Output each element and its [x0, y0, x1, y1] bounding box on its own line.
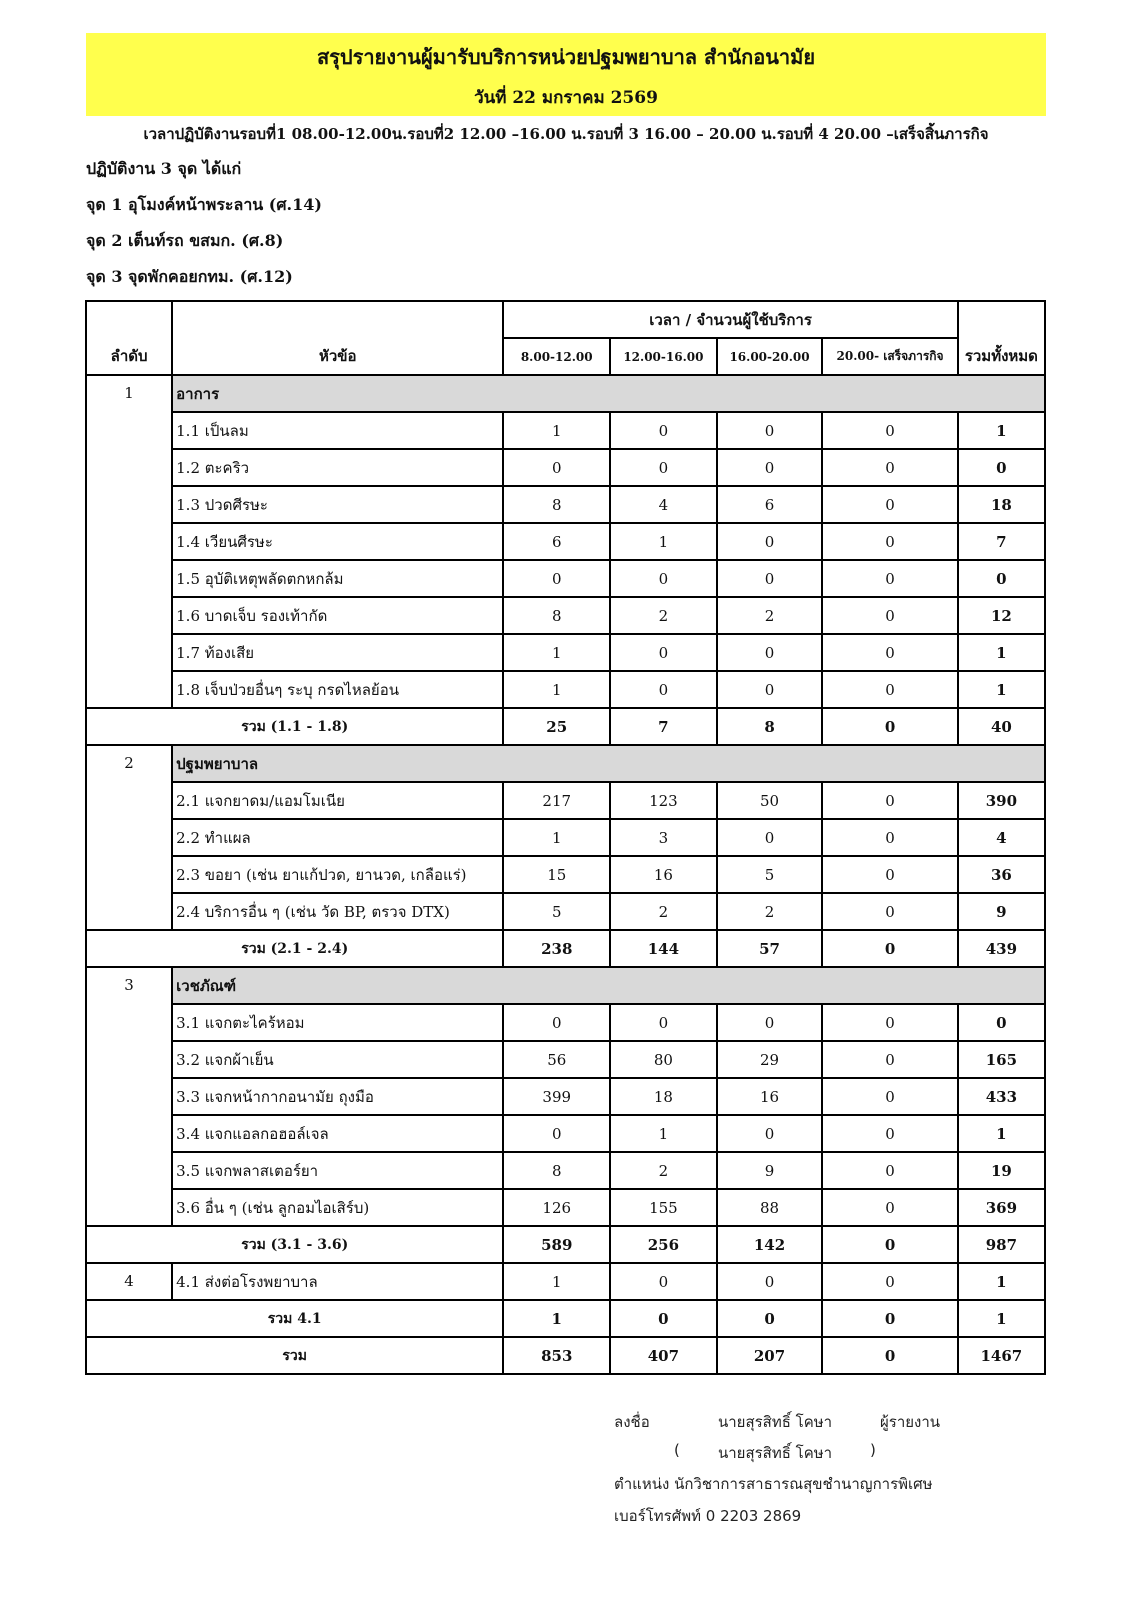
time-count-cell: 0	[822, 1152, 957, 1189]
time-count-cell: 8	[503, 1152, 610, 1189]
table-row	[86, 1152, 1045, 1189]
time-count-cell: 16	[717, 1078, 823, 1115]
time-count-cell: 1	[503, 634, 610, 671]
subtotal-cell: 0	[717, 1300, 823, 1337]
point-2: จุด 2 เต็นท์รถ ขสมก. (ศ.8)	[86, 231, 284, 250]
time-count-cell: 5	[717, 856, 823, 893]
grand-total-label: รวม	[86, 1337, 503, 1374]
section-header-row	[86, 375, 1045, 412]
item-label: 1.5 อุบัติเหตุพลัดตกหกล้ม	[172, 560, 503, 597]
item-label: 1.4 เวียนศีรษะ	[172, 523, 503, 560]
reporter-role: ผู้รายงาน	[880, 1413, 941, 1431]
time-count-cell: 0	[610, 449, 717, 486]
table-row	[86, 486, 1045, 523]
item-label: 2.3 ขอยา (เช่น ยาแก้ปวด, ยานวด, เกลือแร่)	[172, 856, 503, 893]
shift-times: เวลาปฏิบัติงานรอบที่1 08.00-12.00น.รอบที่2 12.00 –16.00 น.รอบที่ 3 16.00 – 20.00 น.รอบที่ 4 20.00 –เสร็จสิ้นภารกิจ	[143, 125, 989, 143]
section-number: 1	[86, 375, 172, 708]
item-label: 3.6 อื่น ๆ (เช่น ลูกอมไอเสิร์บ)	[172, 1189, 503, 1226]
reporter-phone: เบอร์โทรศัพท์ 0 2203 2869	[614, 1507, 802, 1525]
grand-total-cell: 853	[503, 1337, 610, 1374]
subtotal-cell: 0	[610, 1300, 717, 1337]
item-label: 1.6 บาดเจ็บ รองเท้ากัด	[172, 597, 503, 634]
subtotal-total-cell: 40	[958, 708, 1045, 745]
col-header-time-1: 8.00-12.00	[503, 338, 610, 375]
time-count-cell: 155	[610, 1189, 717, 1226]
grand-total-row	[86, 1337, 1045, 1374]
grand-total-total-cell: 1467	[958, 1337, 1045, 1374]
close-paren: )	[870, 1441, 876, 1459]
col-header-topic: หัวข้อ	[172, 301, 503, 375]
row-total-cell: 369	[958, 1189, 1045, 1226]
row-total-cell: 12	[958, 597, 1045, 634]
report-date: วันที่ 22 มกราคม 2569	[474, 88, 658, 108]
time-count-cell: 0	[822, 449, 957, 486]
time-count-cell: 0	[822, 782, 957, 819]
time-count-cell: 0	[717, 560, 823, 597]
time-count-cell: 0	[822, 856, 957, 893]
item-label: 2.2 ทำแผล	[172, 819, 503, 856]
grand-total-cell: 407	[610, 1337, 717, 1374]
time-count-cell: 2	[717, 597, 823, 634]
subtotal-cell: 256	[610, 1226, 717, 1263]
point-3: จุด 3 จุดพักคอยกทม. (ศ.12)	[86, 267, 293, 286]
table-row	[86, 671, 1045, 708]
points-intro: ปฏิบัติงาน 3 จุด ได้แก่	[86, 159, 242, 178]
time-count-cell: 123	[610, 782, 717, 819]
report-title: สรุปรายงานผู้มารับบริการหน่วยปฐมพยาบาล สำนักอนามัย	[316, 45, 816, 69]
subtotal-cell: 0	[822, 708, 957, 745]
row-total-cell: 36	[958, 856, 1045, 893]
row-total-cell: 0	[958, 449, 1045, 486]
time-count-cell: 18	[610, 1078, 717, 1115]
row-total-cell: 390	[958, 782, 1045, 819]
time-count-cell: 0	[610, 560, 717, 597]
table-row	[86, 449, 1045, 486]
time-count-cell: 0	[822, 1115, 957, 1152]
time-count-cell: 0	[717, 449, 823, 486]
item-label: 2.1 แจกยาดม/แอมโมเนีย	[172, 782, 503, 819]
subtotal-cell: 142	[717, 1226, 823, 1263]
subtotal-cell: 25	[503, 708, 610, 745]
open-paren: (	[674, 1441, 680, 1459]
time-count-cell: 0	[503, 449, 610, 486]
time-count-cell: 0	[822, 412, 957, 449]
row-total-cell: 1	[958, 671, 1045, 708]
subtotal-cell: 57	[717, 930, 823, 967]
table-row	[86, 893, 1045, 930]
row-total-cell: 9	[958, 893, 1045, 930]
col-header-time-group: เวลา / จำนวนผู้ใช้บริการ	[503, 301, 957, 338]
subtotal-label: รวม (1.1 - 1.8)	[86, 708, 503, 745]
grand-total-cell: 207	[717, 1337, 823, 1374]
time-count-cell: 0	[822, 634, 957, 671]
table-row	[86, 597, 1045, 634]
row-total-cell: 1	[958, 1263, 1045, 1300]
subtotal-cell: 1	[503, 1300, 610, 1337]
time-count-cell: 50	[717, 782, 823, 819]
time-count-cell: 0	[717, 634, 823, 671]
subtotal-total-cell: 987	[958, 1226, 1045, 1263]
time-count-cell: 3	[610, 819, 717, 856]
time-count-cell: 0	[822, 671, 957, 708]
service-report-table	[85, 300, 1046, 1375]
time-count-cell: 6	[503, 523, 610, 560]
time-count-cell: 88	[717, 1189, 823, 1226]
col-header-time-3: 16.00-20.00	[717, 338, 823, 375]
table-row	[86, 856, 1045, 893]
item-label: 2.4 บริการอื่น ๆ (เช่น วัด BP, ตรวจ DTX)	[172, 893, 503, 930]
time-count-cell: 2	[610, 1152, 717, 1189]
time-count-cell: 0	[717, 412, 823, 449]
time-count-cell: 0	[822, 1078, 957, 1115]
point-1: จุด 1 อุโมงค์หน้าพระลาน (ศ.14)	[86, 195, 322, 214]
time-count-cell: 0	[822, 893, 957, 930]
subtotal-row	[86, 1226, 1045, 1263]
time-count-cell: 1	[610, 1115, 717, 1152]
row-total-cell: 1	[958, 634, 1045, 671]
section-number: 4	[86, 1263, 172, 1300]
subtotal-row	[86, 930, 1045, 967]
row-total-cell: 7	[958, 523, 1045, 560]
subtotal-label: รวม (2.1 - 2.4)	[86, 930, 503, 967]
time-count-cell: 0	[610, 412, 717, 449]
time-count-cell: 0	[610, 1263, 717, 1300]
time-count-cell: 0	[822, 819, 957, 856]
subtotal-cell: 8	[717, 708, 823, 745]
section-title: ปฐมพยาบาล	[172, 745, 1045, 782]
row-total-cell: 433	[958, 1078, 1045, 1115]
time-count-cell: 217	[503, 782, 610, 819]
section-header-row	[86, 967, 1045, 1004]
time-count-cell: 0	[503, 1115, 610, 1152]
time-count-cell: 1	[503, 819, 610, 856]
table-row	[86, 1041, 1045, 1078]
section-number: 3	[86, 967, 172, 1226]
subtotal-label: รวม 4.1	[86, 1300, 503, 1337]
table-row	[86, 1004, 1045, 1041]
item-label: 3.4 แจกแอลกอฮอล์เจล	[172, 1115, 503, 1152]
subtotal-cell: 144	[610, 930, 717, 967]
section-header-row	[86, 745, 1045, 782]
row-total-cell: 0	[958, 560, 1045, 597]
subtotal-cell: 0	[822, 930, 957, 967]
subtotal-cell: 0	[822, 1226, 957, 1263]
subtotal-label: รวม (3.1 - 3.6)	[86, 1226, 503, 1263]
time-count-cell: 15	[503, 856, 610, 893]
subtotal-cell: 0	[822, 1300, 957, 1337]
time-count-cell: 0	[822, 1263, 957, 1300]
row-total-cell: 18	[958, 486, 1045, 523]
item-label: 1.8 เจ็บป่วยอื่นๆ ระบุ กรดไหลย้อน	[172, 671, 503, 708]
row-total-cell: 4	[958, 819, 1045, 856]
time-count-cell: 0	[717, 1115, 823, 1152]
row-total-cell: 1	[958, 1115, 1045, 1152]
time-count-cell: 9	[717, 1152, 823, 1189]
table-row	[86, 1115, 1045, 1152]
sign-label: ลงชื่อ	[614, 1413, 650, 1431]
reporter-position: ตำแหน่ง นักวิชาการสาธารณสุขชำนาญการพิเศษ	[614, 1475, 933, 1493]
table-row	[86, 523, 1045, 560]
reporter-name: นายสุรสิทธิ์ โคษา	[718, 1413, 833, 1431]
time-count-cell: 56	[503, 1041, 610, 1078]
time-count-cell: 0	[503, 560, 610, 597]
time-count-cell: 0	[717, 819, 823, 856]
time-count-cell: 8	[503, 486, 610, 523]
time-count-cell: 16	[610, 856, 717, 893]
time-count-cell: 5	[503, 893, 610, 930]
time-count-cell: 0	[717, 671, 823, 708]
section-title: เวชภัณฑ์	[172, 967, 1045, 1004]
time-count-cell: 399	[503, 1078, 610, 1115]
row-total-cell: 1	[958, 412, 1045, 449]
time-count-cell: 0	[822, 1004, 957, 1041]
table-row	[86, 819, 1045, 856]
item-label: 3.5 แจกพลาสเตอร์ยา	[172, 1152, 503, 1189]
section-number: 2	[86, 745, 172, 930]
grand-total-cell: 0	[822, 1337, 957, 1374]
time-count-cell: 4	[610, 486, 717, 523]
time-count-cell: 0	[822, 597, 957, 634]
row-total-cell: 0	[958, 1004, 1045, 1041]
subtotal-cell: 589	[503, 1226, 610, 1263]
time-count-cell: 80	[610, 1041, 717, 1078]
col-header-no: ลำดับ	[86, 301, 172, 375]
table-row	[86, 634, 1045, 671]
time-count-cell: 0	[610, 634, 717, 671]
time-count-cell: 0	[610, 1004, 717, 1041]
time-count-cell: 0	[822, 523, 957, 560]
item-label: 1.7 ท้องเสีย	[172, 634, 503, 671]
time-count-cell: 1	[503, 412, 610, 449]
time-count-cell: 0	[717, 1004, 823, 1041]
time-count-cell: 0	[610, 671, 717, 708]
item-label: 1.3 ปวดศีรษะ	[172, 486, 503, 523]
time-count-cell: 0	[717, 523, 823, 560]
col-header-time-2: 12.00-16.00	[610, 338, 717, 375]
time-count-cell: 126	[503, 1189, 610, 1226]
subtotal-cell: 238	[503, 930, 610, 967]
time-count-cell: 29	[717, 1041, 823, 1078]
col-header-total: รวมทั้งหมด	[958, 301, 1045, 375]
time-count-cell: 2	[610, 597, 717, 634]
time-count-cell: 0	[822, 560, 957, 597]
subtotal-total-cell: 439	[958, 930, 1045, 967]
subtotal-row	[86, 1300, 1045, 1337]
reporter-name-paren: นายสุรสิทธิ์ โคษา	[718, 1444, 833, 1462]
table-row	[86, 782, 1045, 819]
time-count-cell: 1	[503, 671, 610, 708]
time-count-cell: 0	[717, 1263, 823, 1300]
time-count-cell: 8	[503, 597, 610, 634]
subtotal-cell: 7	[610, 708, 717, 745]
time-count-cell: 2	[717, 893, 823, 930]
table-row	[86, 412, 1045, 449]
table-row	[86, 1189, 1045, 1226]
time-count-cell: 2	[610, 893, 717, 930]
row-total-cell: 19	[958, 1152, 1045, 1189]
subtotal-row	[86, 708, 1045, 745]
col-header-time-4: 20.00- เสร็จภารกิจ	[822, 338, 957, 375]
time-count-cell: 0	[822, 1041, 957, 1078]
table-row	[86, 560, 1045, 597]
item-label: 1.2 ตะคริว	[172, 449, 503, 486]
table-row	[86, 1263, 1045, 1300]
time-count-cell: 1	[503, 1263, 610, 1300]
item-label: 1.1 เป็นลม	[172, 412, 503, 449]
item-label: 3.3 แจกหน้ากากอนามัย ถุงมือ	[172, 1078, 503, 1115]
time-count-cell: 0	[503, 1004, 610, 1041]
report-title-banner	[86, 33, 1046, 116]
time-count-cell: 0	[822, 1189, 957, 1226]
item-label: 3.1 แจกตะไคร้หอม	[172, 1004, 503, 1041]
item-label: 3.2 แจกผ้าเย็น	[172, 1041, 503, 1078]
item-label: 4.1 ส่งต่อโรงพยาบาล	[172, 1263, 503, 1300]
time-count-cell: 1	[610, 523, 717, 560]
subtotal-total-cell: 1	[958, 1300, 1045, 1337]
section-title: อาการ	[172, 375, 1045, 412]
table-row	[86, 1078, 1045, 1115]
row-total-cell: 165	[958, 1041, 1045, 1078]
time-count-cell: 0	[822, 486, 957, 523]
time-count-cell: 6	[717, 486, 823, 523]
